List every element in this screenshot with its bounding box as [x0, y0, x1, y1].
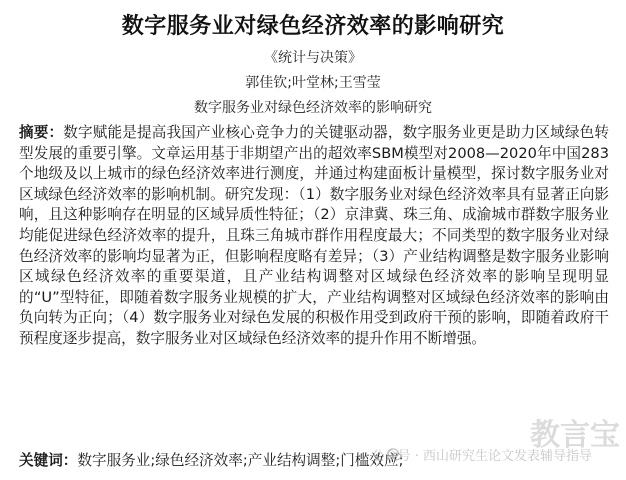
page-title: 数字服务业对绿色经济效率的影响研究: [121, 14, 505, 39]
abstract-text: 数字赋能是提高我国产业核心竞争力的关键驱动器，数字服务业更是助力区域绿色转型发展的重要引擎。文章运用基于非期望产出的超效率SBM模型对2008—2020年中国283个地级及以上城市的绿色经济效率进行测度，并通过构建面板计量模型，探讨数字服务业对区域绿色经济效率的影响机制。研究发现：（1）数字服务业对绿色经济效率具有显著正向影响，且这种影响存在明显的区域异质性特征；（2）京津冀、珠三角、成渝城市群数字服务业均能促进绿色经济效率的提升，且珠三角城市群作用程度最大；不同类型的数字服务业对绿色经济效率的影响均显著为正，但影响程度略有差异；（3）产业结构调整是数字服务业影响区域绿色经济效率的重要渠道，且产业结构调整对区域绿色经济效率的影响呈现明显的“U”型特征，即随着数字服务业规模的扩大，产业结构调整对区域绿色经济效率的影响由负向转为正向；（4）数字服务业对绿色发展的积极作用受到政府干预的影响，即随着政府干预程度逐步提高，数字服务业对区域绿色经济效率的提升作用不断增强。: [19, 124, 609, 347]
abstract-paragraph: [19, 123, 609, 350]
watermark-logo: 教言宝: [530, 418, 620, 453]
watermark-caption: 公众号 · 西山研究生论文发表辅导指导: [371, 449, 592, 464]
author-list: 郭佳钦;叶堂林;王雪莹: [245, 75, 381, 91]
keywords-text: 数字服务业;绿色经济效率;产业结构调整;门槛效应;: [77, 452, 404, 469]
keywords-line: [19, 451, 615, 472]
keywords-label: 关键词：: [19, 452, 78, 469]
abstract-label: 摘要：: [19, 124, 64, 141]
journal-name: 《统计与决策》: [264, 50, 362, 66]
article-subtitle: 数字服务业对绿色经济效率的影响研究: [194, 100, 432, 116]
